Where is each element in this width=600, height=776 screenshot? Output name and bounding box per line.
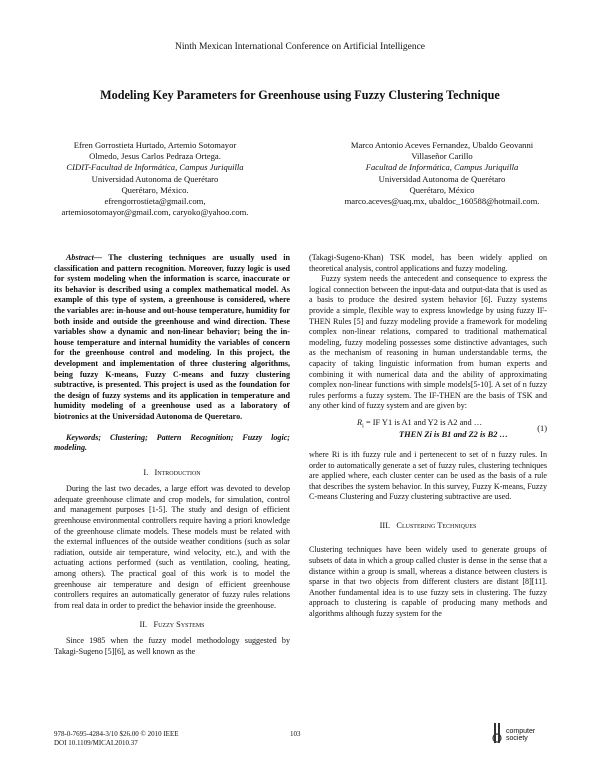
author-names-left-2: Olmedo, Jesus Carlos Pedraza Ortega. xyxy=(89,151,221,162)
conference-header: Ninth Mexican International Conference on Artificial Intelligence xyxy=(174,42,426,52)
isbn: 978-0-7695-4284-3/10 $26.00 © 2010 IEEE xyxy=(54,730,179,738)
affiliation-right: Facultad de Informática, Campus Juriquilla xyxy=(365,162,519,173)
university-right: Universidad Autonoma de Querétaro xyxy=(378,173,506,184)
section-title: Introduction xyxy=(154,467,201,477)
right-paragraph-3: where Ri is ith fuzzy rule and i pertenecent to set of n fuzzy rules. In order to automatically generate a set of fuzzy rules, clustering techniques are applied where, each cluster center can be used as the basis of a rule that describes the system behavior. In this survey, Fuzzy K-means, Fuzzy C-means Clustering and Fuzzy clustering subtractive are used. xyxy=(309,449,547,502)
email-left-2: artemiosotomayor@gmail.com, caryoko@yahoo.com. xyxy=(61,207,249,218)
equation-line-2: THEN Zi is B1 and Z2 is B2 … xyxy=(399,429,508,439)
authors-left xyxy=(30,140,280,218)
page-number: 103 xyxy=(290,730,301,738)
authors-right xyxy=(302,140,582,207)
clustering-paragraph: Clustering techniques have been widely used to generate groups of subsets of data in which a group called cluster is dense in the sense that a distance within a group is small, whereas a distance between clusters is sparse in that two objects from different clusters are distant [8][11]. Another fundamental idea is to use fuzzy sets in clustering. The fuzzy approach to clustering is capable of producing many methods and algorithms although fuzzy system for the xyxy=(309,545,547,619)
abstract-label: Abstract— xyxy=(66,253,102,262)
section-title: Fuzzy Systems xyxy=(153,620,205,630)
right-paragraph-1: (Takagi-Sugeno-Khan) TSK model, has been widely applied on theoretical analysis, control applications and fuzzy modeling. xyxy=(309,253,547,273)
equation-1 xyxy=(309,416,547,446)
fuzzy-systems-paragraph: Since 1985 when the fuzzy model methodology suggested by Takagi-Sugeno [5][6], as well known as the xyxy=(54,636,290,656)
author-names-right-1: Marco Antonio Aceves Fernandez, Ubaldo Geovanni xyxy=(350,140,534,150)
author-names-left-1: Efren Gorrostieta Hurtado, Artemio Sotomayor xyxy=(73,140,237,150)
keywords: Keywords; Clustering; Pattern Recognition; Fuzzy logic; modeling. xyxy=(54,432,290,453)
section-title: Clustering Techniques xyxy=(396,520,477,530)
section-number: II. xyxy=(139,620,148,630)
right-column xyxy=(309,253,547,620)
abstract xyxy=(54,253,290,423)
author-names-right-2: Villaseñor Carillo xyxy=(411,151,473,162)
logo-text-computer: computer xyxy=(506,728,536,735)
introduction-paragraph: During the last two decades, a large effort was devoted to develop adequate greenhouse climate and crop models, for simulation, control and management purposes [1-5]. The study and design of efficient greenhouse environmental controllers require having a priori knowledge of the greenhouse climate models. These models must be related with the external influences of the outside weather conditions (such as solar radiation, outside air temperature, wind velocity, etc.), and with the actuating actions performed (such as ventilation, cooling, heating, among others). The practical goal of this work is to model the greenhouse air temperature and design of efficient greenhouse controllers requires an automatically generator of fuzzy rules relations from real data in order to predict the behavior inside the greenhouse. xyxy=(54,484,290,610)
section-number: I. xyxy=(143,467,149,477)
computer-society-emblem-icon xyxy=(490,722,504,744)
equation-number: (1) xyxy=(537,423,547,433)
doi: DOI 10.1109/MICAI.2010.37 xyxy=(54,739,138,747)
footer-left xyxy=(54,730,179,748)
logo-text-society: society xyxy=(506,735,528,742)
section-heading-introduction xyxy=(54,468,290,479)
email-right: marco.aceves@uaq.mx, ubaldoc_160588@hotmail.com. xyxy=(344,196,540,207)
city-right: Querétaro, México xyxy=(409,184,475,195)
section-number: III. xyxy=(379,520,391,530)
affiliation-left: CIDIT-Facultad de Informática, Campus Juriquilla xyxy=(66,162,244,173)
email-left-1: efrengorrostieta@gmail.com, xyxy=(104,196,206,207)
equation-line-1: $R_i$ = IF Y1 is A1 and Y2 is A2 and … xyxy=(357,417,483,430)
paper-title: Modeling Key Parameters for Greenhouse using Fuzzy Clustering Technique xyxy=(100,88,500,102)
university-left: Universidad Autonoma de Querétaro xyxy=(91,173,219,184)
right-paragraph-2: Fuzzy system needs the antecedent and consequence to express the logical connection between the input-data and output-data that is used as a basis to produce the desired system behavior [6]. Fuzzy systems provide a simple, flexible way to express knowledge by using fuzzy IF- THEN Rules [5] and fuzzy modeling provide a framework for modeling complex non-linear relations, compared to traditional mathematical modeling, fuzzy modeling possesses some distinctive advantages, such as the mechanism of reasoning in human understandable terms, the capacity of taking linguistic information from human experts and combining it with numerical data and the ability of approximating complex non-linear functions with simple models[5-10]. A set of n fuzzy rules performs a fuzzy system. The IF-THEN are the basis of TSK and any other kind of fuzzy system and are given by: xyxy=(309,274,547,411)
section-heading-fuzzy-systems xyxy=(54,620,290,631)
city-left: Querétaro, México. xyxy=(121,184,189,195)
left-column xyxy=(54,253,290,657)
section-heading-clustering xyxy=(309,521,547,532)
abstract-text: The clustering techniques are usually used in classification and pattern recognition. Moreover, fuzzy logic is used for system modeling when the information is scarce, inaccurate or its behavior is described using a complex mathematical model. As example of this type of system, a greenhouse is considered, where the variables are: in-house and out-house temperature, humidity for both inside and outside the greenhouse and wind direction. These variables show a dynamic and non-linear behavior; being the in-house temperature and internal humidity the variables of concern for the greenhouse control and modeling. In this project, the development and implementation of three clustering algorithms, being fuzzy K-means, Fuzzy C-means and fuzzy clustering subtractive, is presented. This project is used as the foundation for the design of fuzzy systems and its application in temperature and humidity modeling of a greenhouse used as a laboratory of biotronics at the Universidad Autonoma de Queretaro. xyxy=(54,253,290,421)
